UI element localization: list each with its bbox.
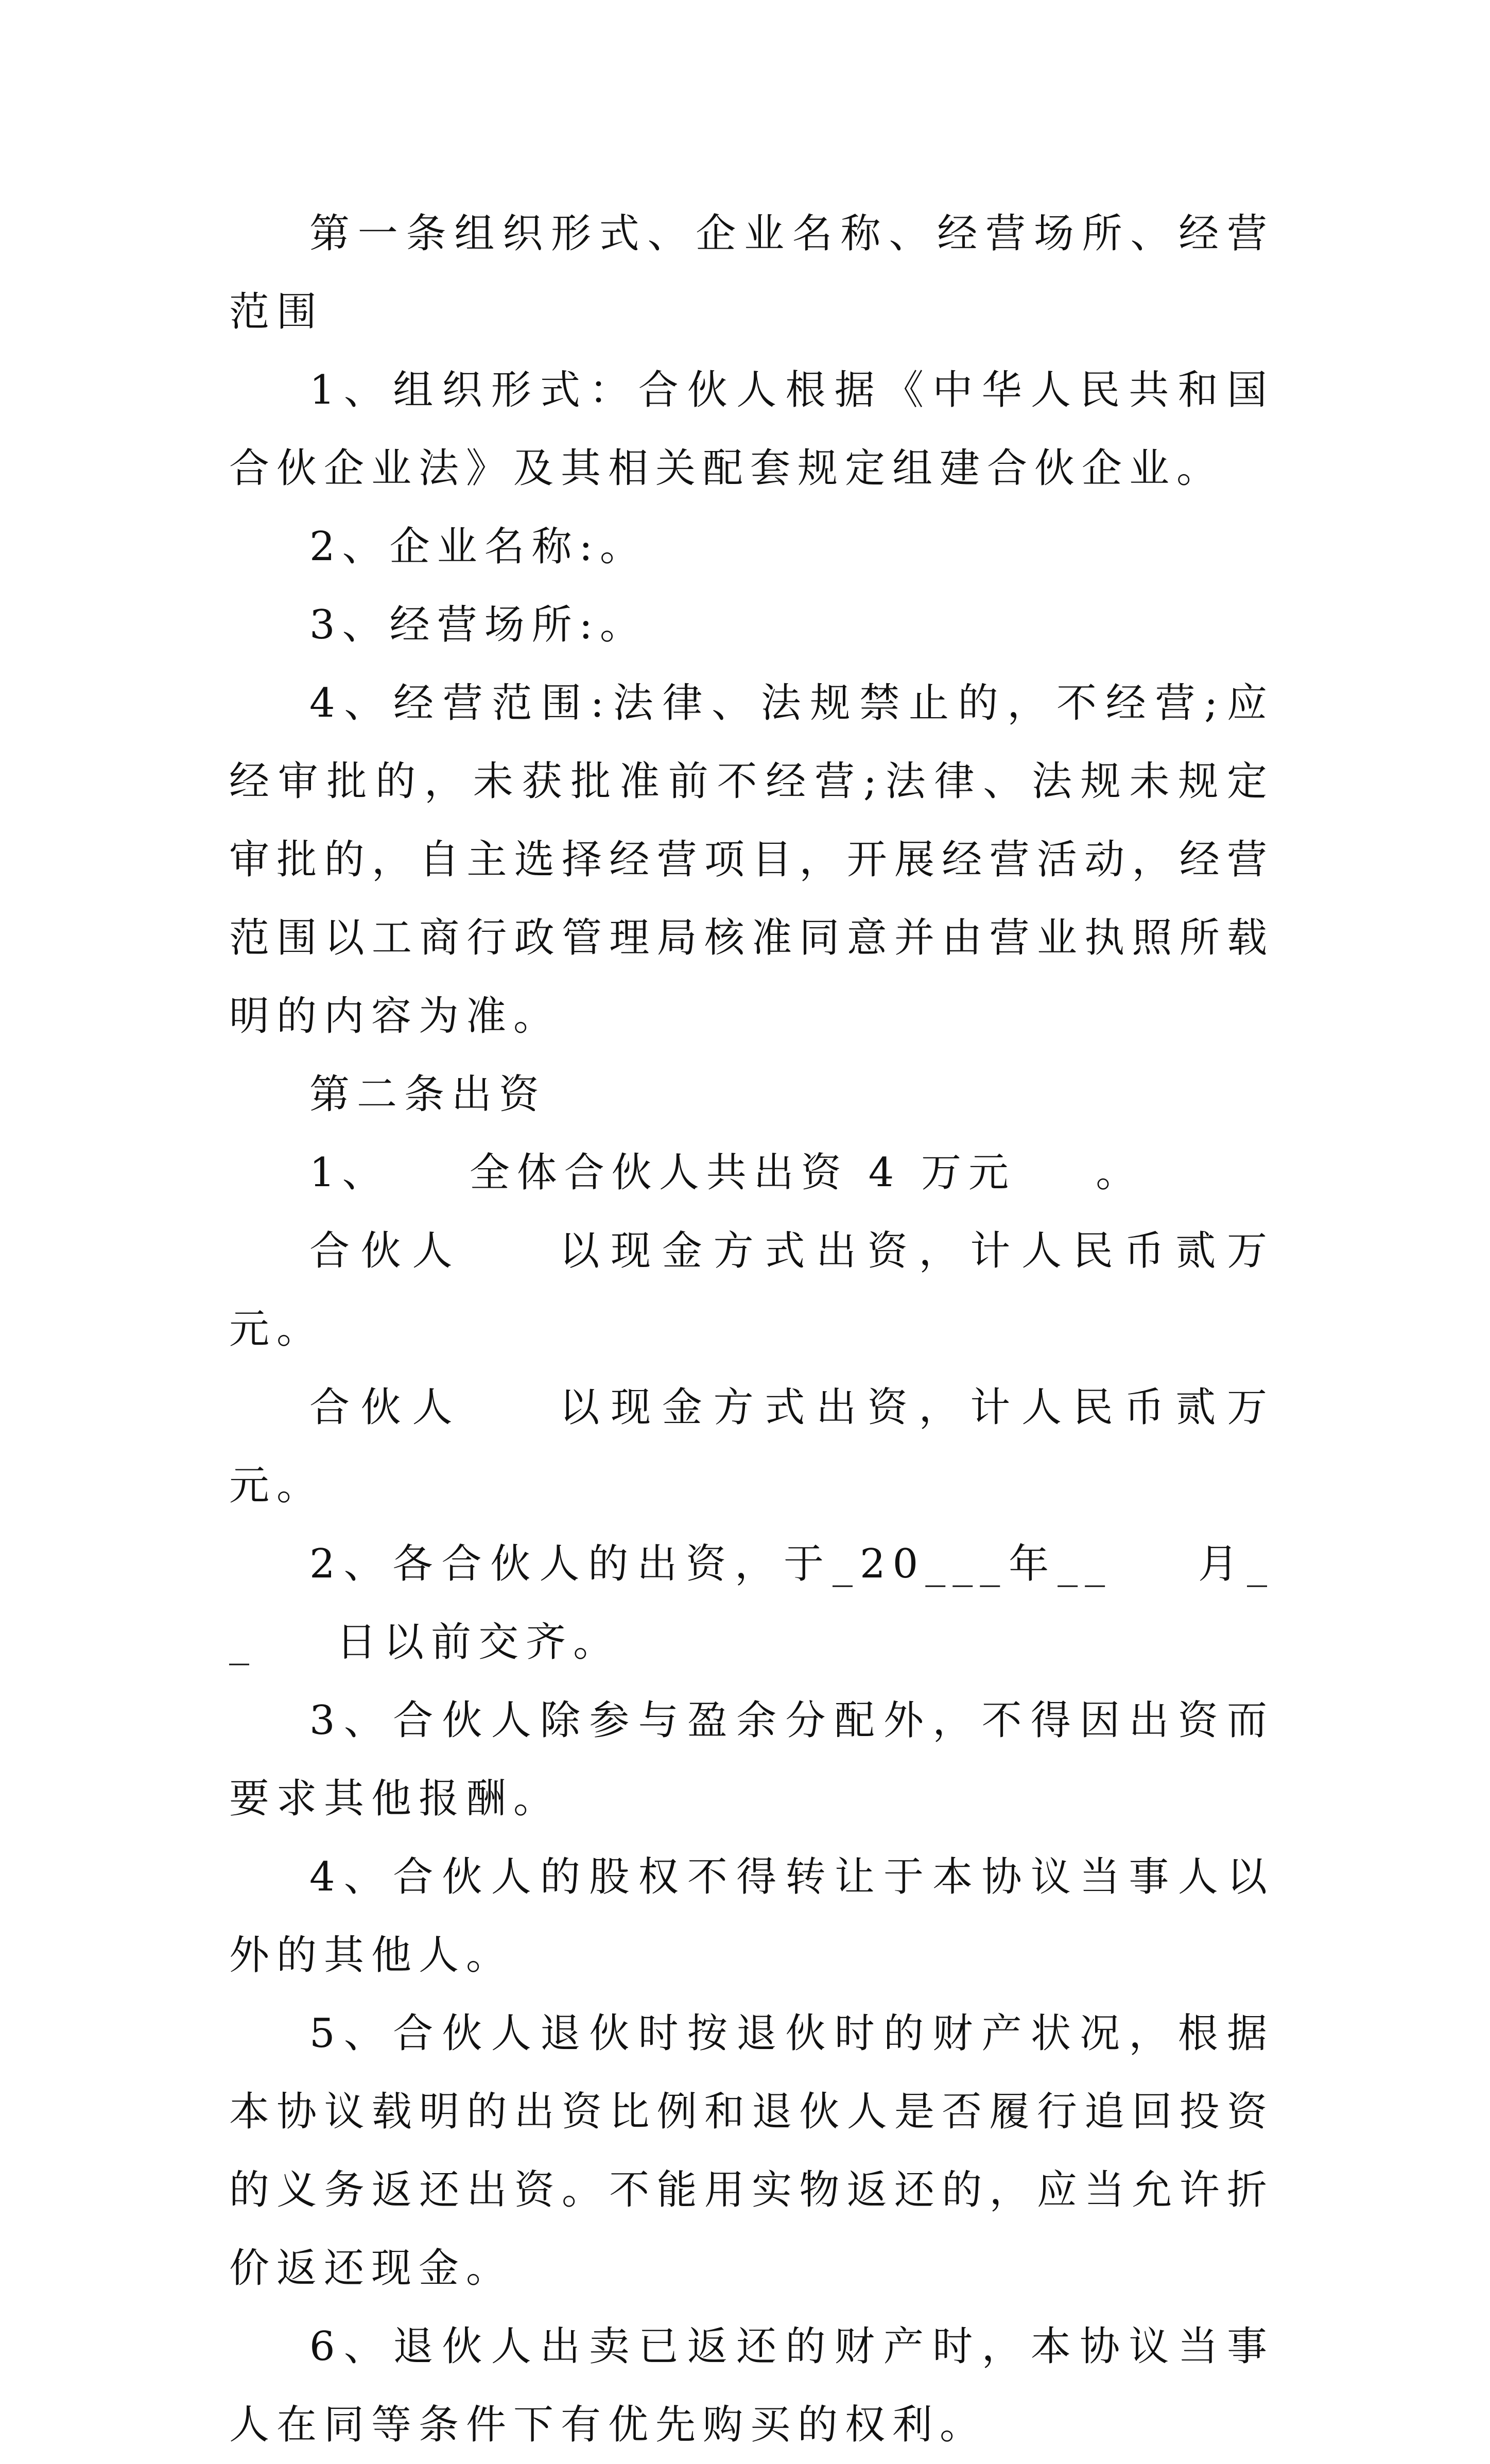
paragraph-contribution-deadline: 2、各合伙人的出资，于_20___年__ 月__ 日以前交齐。 — [229, 1541, 1274, 1665]
paragraph-share-transfer: 4、合伙人的股权不得转让于本协议当事人以外的其他人。 — [229, 1854, 1274, 1979]
document-body — [229, 195, 1274, 2464]
paragraph-no-other-reward: 3、合伙人除参与盈余分配外，不得因出资而要求其他报酬。 — [229, 1697, 1274, 1822]
paragraph-business-premises: 3、经营场所:。 — [309, 602, 647, 648]
paragraph-enterprise-name: 2、企业名称:。 — [309, 524, 647, 570]
paragraph-partner-contribution-1: 合伙人 以现金方式出资，计人民币贰万元。 — [229, 1228, 1274, 1352]
paragraph-business-scope: 4、经营范围:法律、法规禁止的，不经营;应经审批的，未获批准前不经营;法律、法规未规定审批的，自主选择经营项目，开展经营活动，经营范围以工商行政管理局核准同意并由营业执照所载明的内容为准。 — [229, 680, 1274, 1039]
paragraph-withdrawal-refund: 5、合伙人退伙时按退伙时的财产状况，根据本协议载明的出资比例和退伙人是否履行追回投资的义务返还出资。不能用实物返还的，应当允许折价返还现金。 — [229, 2010, 1274, 2292]
paragraph-partner-contribution-2: 合伙人 以现金方式出资，计人民币贰万元。 — [229, 1384, 1274, 1509]
paragraph-organization-form: 1、组织形式：合伙人根据《中华人民共和国合伙企业法》及其相关配套规定组建合伙企业。 — [229, 367, 1274, 492]
paragraph-total-capital: 1、 全体合伙人共出资 4 万元 。 — [309, 1150, 1144, 1196]
heading-article-2: 第二条出资 — [309, 1071, 547, 1118]
heading-article-1: 第一条组织形式、企业名称、经营场所、经营范围 — [229, 211, 1274, 335]
paragraph-preemptive-right: 6、退伙人出卖已返还的财产时，本协议当事人在同等条件下有优先购买的权利。 — [229, 2323, 1274, 2448]
